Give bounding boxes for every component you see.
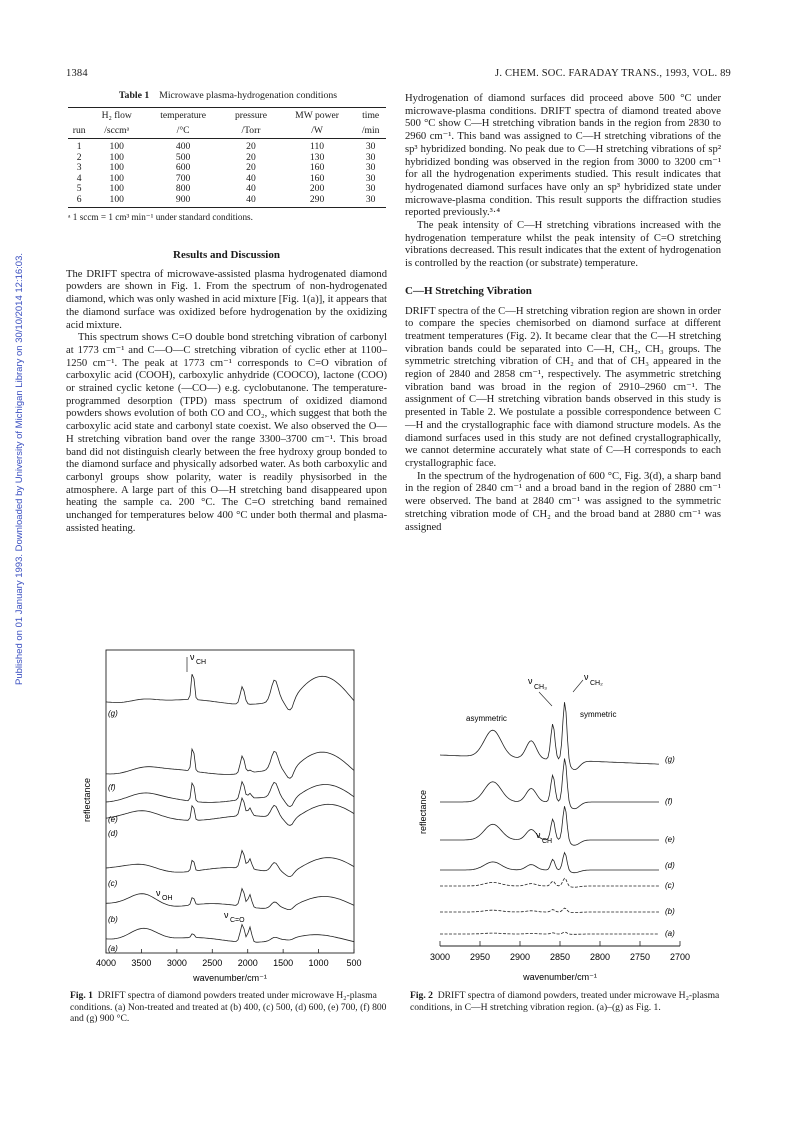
fig2-curve-label: (a) xyxy=(665,929,675,938)
fig1-annot-oh-sub: OH xyxy=(162,895,173,902)
fig2-annot-asym: asymmetric xyxy=(466,714,507,723)
fig2-annot-sym: symmetric xyxy=(580,710,617,719)
fig1-annot-co-sub: C=O xyxy=(230,917,245,924)
fig1-annot-ch-sub: CH xyxy=(196,659,207,666)
fig1-spectrum-line xyxy=(106,782,354,807)
table-cell: 20 xyxy=(246,151,256,163)
fig2-curve-label: (f) xyxy=(665,797,673,806)
paragraph: Hydrogenation of diamond surfaces did proceed above 500 °C under microwave-plasma conditions. DRIFT spectra of diamond treated above 500 °C show C—H stretching vibration bands in the region from 2830 to 2960 cm⁻¹. This band was assigned to C—H stretching vibrations of the sp³ hybridized bonding. No peak due to C—H stretching vibrations of sp² hybridized bonding was observed in the region from 3000 to 3200 cm⁻¹ for all the hydrogenation experiments studied. This result indicates that hydrogenated diamond surfaces have only an sp³ hybridized state under microwave-plasma condition. This result supports the diffraction studies reported previously.³·⁴ xyxy=(405,93,721,219)
fig2-curve-label: (b) xyxy=(665,907,675,916)
section-heading-ch: C—H Stretching Vibration xyxy=(405,284,532,297)
right-column xyxy=(405,93,721,534)
fig2-curve-label: (g) xyxy=(665,755,675,764)
table-header-cell xyxy=(68,108,90,124)
table-cell: 40 xyxy=(246,172,256,184)
fig2-spectrum-line xyxy=(440,759,659,809)
fig2-tick-label: 2950 xyxy=(469,952,491,962)
fig1-annot-ch: ν xyxy=(190,652,195,662)
fig2-curve-label: (c) xyxy=(665,881,675,890)
figure-2 xyxy=(410,662,710,987)
fig2-spectrum-line xyxy=(440,932,659,934)
table-header-cell: /°C xyxy=(143,123,223,139)
paragraph: This spectrum shows C=O double bond stretching vibration of carbonyl at 1773 cm⁻¹ and C—O—C stretching vibration of cyclic ether at 1100–1250 cm⁻¹. The peak at 1773 cm⁻¹ corresponds to C=O vibration of carboxylic acid (COOH), carboxylic anhydride (COOCO), lactone (COO) or strained cyclic ketone (—CO—) e.g. cyclobutanone. The temperature-programmed desorption (TPD) mass spectrum of oxidized diamond powders shows evolution of both CO and CO₂, which suggest that both the carboxylic acid state and carbonyl state coexist. We also observed the O—H stretching vibration band over the range 3300–3700 cm⁻¹. This broad band did not distinguish clearly between the free hydroxy group bonded to the diamond surface and physically adsorbed water. As both carboxylic and carbonyl groups show polarity, water is readily physisorbed in the atmosphere. A large part of this O—H stretching band disappeared upon heating the sample ca. 200 °C. The C=O stretching band remained unchanged for temperatures below 400 °C under both thermal and plasma-assisted heating. xyxy=(66,332,387,534)
table-cell: 290 xyxy=(279,195,355,208)
paragraph: The DRIFT spectra of microwave-assisted plasma hydrogenated diamond powders are shown in Fig. 1. From the spectrum of non-hydrogenated diamond, which was only washed in acid mixture [Fig. 1(a)], it appears that the diamond surface was oxidized before hydrogenation by the oxidizing acid mixture. xyxy=(66,268,387,331)
fig1-curve-label: (b) xyxy=(108,915,118,924)
figure-1 xyxy=(66,640,396,985)
fig1-tick-label: 2000 xyxy=(237,958,258,968)
table-header-cell: /sccmᵃ xyxy=(90,123,143,139)
fig1-spectrum-line xyxy=(106,851,354,877)
fig1-spectrum-line xyxy=(106,674,354,710)
fig1-curve-label: (f) xyxy=(108,783,116,792)
fig2-tick-label: 2750 xyxy=(629,952,651,962)
table-cell: 100 xyxy=(109,183,124,194)
table-cell: 4 xyxy=(76,172,82,184)
table-cell: 200 xyxy=(309,183,325,194)
fig2-tick-label: 2800 xyxy=(589,952,611,962)
table-cell: 30 xyxy=(365,151,376,163)
journal-header: J. CHEM. SOC. FARADAY TRANS., 1993, VOL. 89 xyxy=(495,68,731,79)
fig2-annot-ch3: ν xyxy=(528,676,533,686)
fig1-curve-label: (d) xyxy=(108,829,118,838)
fig2-tick-label: 2900 xyxy=(509,952,531,962)
fig2-tick-label: 2850 xyxy=(549,952,571,962)
fig2-ch3-pointer xyxy=(539,692,552,706)
fig1-annot-oh: ν xyxy=(156,888,161,898)
table-cell: 100 xyxy=(109,162,124,173)
table-cell: 100 xyxy=(109,141,124,152)
fig2-spectrum-line xyxy=(440,702,659,769)
fig1-curve-label: (a) xyxy=(108,944,118,953)
table-cell: 900 xyxy=(143,195,223,208)
table-cell: 3 xyxy=(76,162,82,173)
page-number: 1384 xyxy=(66,68,88,79)
fig2-annot-ch-sub: CH xyxy=(542,838,553,845)
table-footnote: ᵃ 1 sccm = 1 cm³ min⁻¹ under standard conditions. xyxy=(68,212,253,222)
fig2-tick-label: 3000 xyxy=(429,952,451,962)
table-cell: 110 xyxy=(310,141,325,152)
table-cell: 30 xyxy=(365,141,376,152)
table-header-cell: /min xyxy=(355,123,386,139)
fig1-spectrum-line xyxy=(106,749,354,778)
fig1-tick-label: 1000 xyxy=(308,958,329,968)
fig2-annot-ch: ν xyxy=(536,830,541,840)
table-cell: 30 xyxy=(365,183,376,194)
fig1-x-axis xyxy=(96,949,362,968)
table-title: Table 1 Microwave plasma-hydrogenation conditions xyxy=(118,90,338,101)
fig2-annot-ch2-sub: CH₂ xyxy=(590,680,603,687)
table-header-cell: run xyxy=(68,123,90,139)
table-header-cell: H₂ flow xyxy=(90,108,143,124)
paragraph: In the spectrum of the hydrogenation of 600 °C, Fig. 3(d), a sharp band in the region of 2840 cm⁻¹ and a broad band in the region of 2880 cm⁻¹ were observed. The band at 2840 cm⁻¹ was assigned to the symmetric stretching vibration mode of CH₂ and the broad band at 2880 cm⁻¹ was assigned xyxy=(405,470,721,533)
fig1-tick-label: 3500 xyxy=(131,958,152,968)
fig1-spectrum-line xyxy=(106,798,354,825)
table-cell: 100 xyxy=(109,172,124,184)
fig2-xlabel: wavenumber/cm⁻¹ xyxy=(523,972,597,982)
table-cell: 800 xyxy=(175,183,191,194)
table-cell: 2 xyxy=(76,151,82,163)
download-watermark: Published on 01 January 1993. Downloaded by University of Michigan Library on 30/10/2014 12:16:03. xyxy=(14,252,25,685)
conditions-table xyxy=(68,107,386,208)
fig2-curve-label: (e) xyxy=(665,835,675,844)
table-cell: 5 xyxy=(76,183,82,194)
fig1-curve-label: (c) xyxy=(108,879,118,888)
fig1-curve-label: (g) xyxy=(108,709,118,718)
fig1-spectrum-line xyxy=(106,925,354,943)
fig1-curve-labels xyxy=(108,709,118,953)
table-1 xyxy=(68,90,388,223)
fig1-tick-label: 500 xyxy=(346,958,362,968)
table-header-cell: /Torr xyxy=(223,123,279,139)
table-header-cell: MW power xyxy=(279,108,355,124)
table-cell: 40 xyxy=(223,195,279,208)
table-cell: 30 xyxy=(365,162,376,173)
fig2-curve-label: (d) xyxy=(665,861,675,870)
table-header-cell: time xyxy=(355,108,386,124)
table-cell: 40 xyxy=(246,183,256,194)
table-header-cell: pressure xyxy=(223,108,279,124)
table-cell: 20 xyxy=(246,141,256,152)
table-header-cell: /W xyxy=(279,123,355,139)
fig2-annot-ch2: ν xyxy=(584,672,589,682)
table-row xyxy=(68,195,386,208)
fig1-spectra xyxy=(106,674,354,942)
table-row xyxy=(68,163,386,174)
table-row xyxy=(68,139,386,153)
section-heading-results: Results and Discussion xyxy=(173,249,280,261)
fig1-xlabel: wavenumber/cm⁻¹ xyxy=(193,973,267,983)
fig1-annot-co: ν xyxy=(224,910,229,920)
fig1-spectrum-line xyxy=(106,889,354,910)
fig2-spectrum-line xyxy=(440,878,659,887)
table-cell: 160 xyxy=(309,172,325,184)
fig1-curve-label: (e) xyxy=(108,815,118,824)
table-row xyxy=(68,184,386,195)
fig2-annot-ch3-sub: CH₃ xyxy=(534,684,547,691)
fig1-tick-label: 4000 xyxy=(95,958,117,968)
table-cell: 400 xyxy=(175,141,191,152)
table-cell: 1 xyxy=(76,141,82,152)
fig2-caption: Fig. 2 DRIFT spectra of diamond powders, treated under microwave H₂-plasma conditions, in C—H stretching vibration region. (a)–(g) as Fig. 1. xyxy=(410,990,720,1013)
table-cell: 20 xyxy=(246,162,256,173)
table-cell: 30 xyxy=(355,195,386,208)
paragraph: DRIFT spectra of the C—H stretching vibration region are shown in order to compare the species chemisorbed on diamond surface at different treatment temperatures (Fig. 2). It became clear that the C—H stretching vibration bands could be separated into C—H, CH₂, CH₃ groups. The symmetric stretching vibration of CH₂ and that of CH₃ appeared in the region of 2840 and 2858 cm⁻¹, respectively. The asymmetric stretching vibration band was broad in the region of 2910–2960 cm⁻¹. The assignment of C—H stretching vibration bands observed in this study is presented in Table 2. We postulate a possible correspondence between C—H and the crystallographic face with diamond structure models. As the diamond surfaces used in this study are not defined crystallographically, we cannot determine accurately what state of C—H corresponds to each crystallographic face. xyxy=(405,305,721,469)
table-cell: 130 xyxy=(309,151,325,163)
fig2-ylabel: reflectance xyxy=(418,789,428,835)
table-cell: 100 xyxy=(109,151,124,163)
fig2-spectra xyxy=(440,702,659,934)
table-cell: 600 xyxy=(175,162,191,173)
fig1-tick-label: 3000 xyxy=(166,958,187,968)
table-cell: 30 xyxy=(365,172,376,184)
fig1-ylabel: reflectance xyxy=(82,777,92,823)
fig2-curve-labels xyxy=(665,755,675,938)
fig2-spectrum-line xyxy=(440,908,659,913)
table-header-cell: temperature xyxy=(143,108,223,124)
table-cell: 160 xyxy=(309,162,325,173)
fig1-caption: Fig. 1 DRIFT spectra of diamond powders treated under microwave H₂-plasma conditions. (a) Non-treated and treated at (b) 400, (c) 500, (d) 600, (e) 700, (f) 800 and (g) 900 °C. xyxy=(70,990,387,1024)
table-cell: 100 xyxy=(90,195,143,208)
fig2-ch2-pointer xyxy=(573,680,583,692)
fig1-tick-label: 2500 xyxy=(202,958,223,968)
fig2-spectrum-line xyxy=(440,853,659,873)
table-cell: 700 xyxy=(175,172,191,184)
fig1-tick-label: 1500 xyxy=(273,958,294,968)
fig1-frame xyxy=(106,650,354,953)
table-cell: 6 xyxy=(68,195,90,208)
fig2-tick-label: 2700 xyxy=(669,952,691,962)
table-cell: 500 xyxy=(175,151,191,163)
left-column xyxy=(66,249,387,535)
fig2-x-axis xyxy=(430,941,690,962)
paragraph: The peak intensity of C—H stretching vibrations increased with the hydrogenation temperature whilst the peak intensity of C=O stretching vibrations decreased. This result indicates that the extent of hydrogenation is controlled by the reaction (or substrate) temperature. xyxy=(405,220,721,270)
